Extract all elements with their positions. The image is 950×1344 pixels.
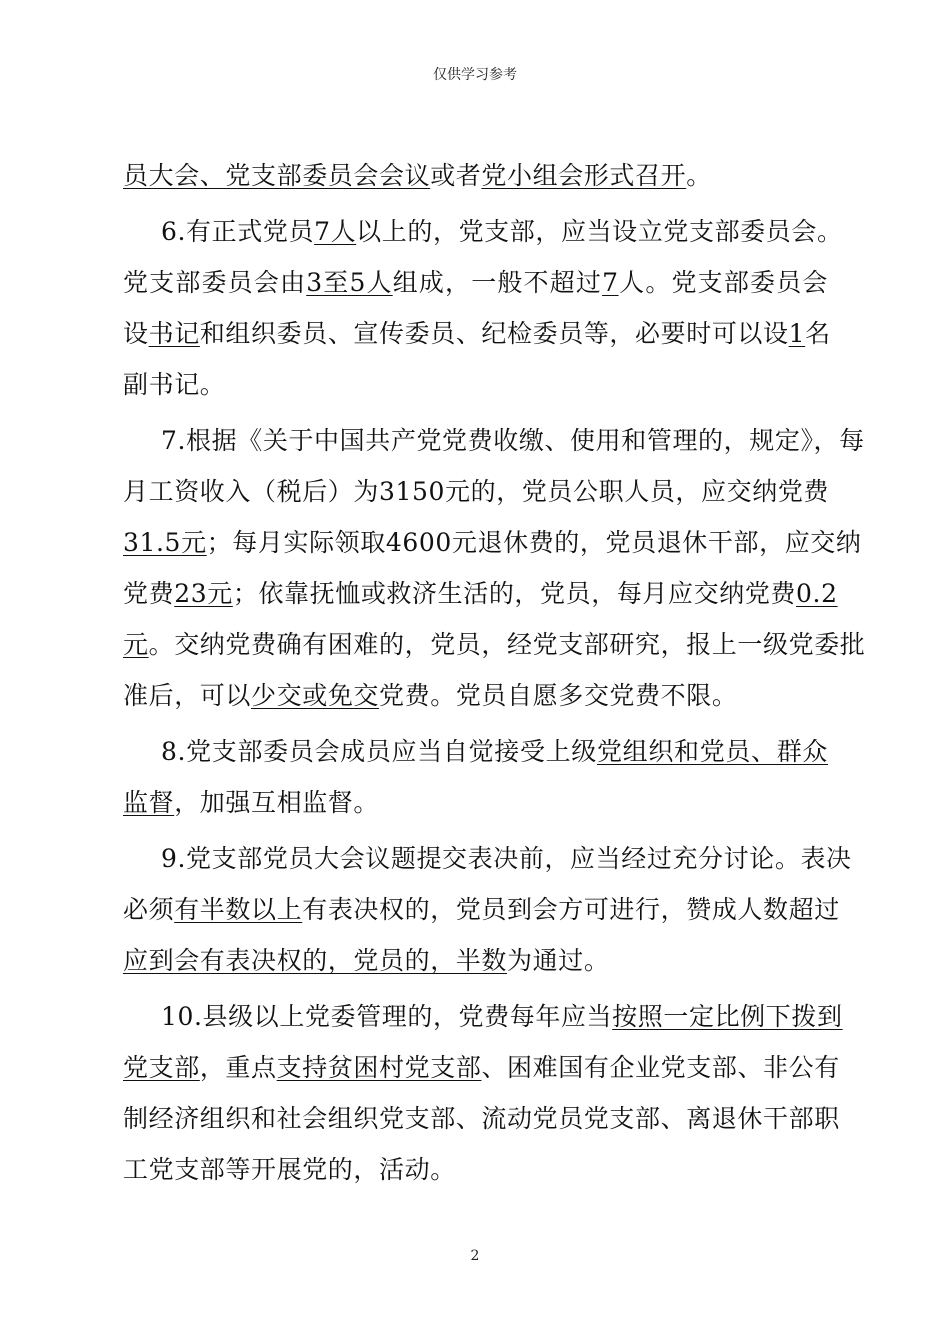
text-line — [123, 150, 828, 201]
text-segment: ，加强互相监督。 — [174, 788, 380, 817]
text-line — [123, 257, 828, 308]
paragraph — [123, 726, 828, 828]
underlined-text: 按照一定比例下拨到 — [612, 1002, 843, 1031]
text-segment: 6.有正式党员 — [161, 217, 315, 246]
underlined-text: 员大会、党支部委员会会议 — [123, 161, 431, 190]
underlined-text: 党支部 — [123, 1053, 200, 1082]
page-number: 2 — [470, 1248, 480, 1264]
text-line — [123, 935, 828, 986]
text-segment: 以上的，党支部，应当设立党支部委员会。 — [356, 217, 843, 246]
underlined-text: 1 — [788, 319, 806, 348]
text-line — [123, 517, 862, 568]
text-segment: 7.根据《关于中国共产党党费收缴、使用和管理的，规定》，每 — [161, 426, 865, 455]
text-segment: 设 — [123, 319, 149, 348]
document-body — [123, 150, 866, 1195]
underlined-text: 7人 — [314, 217, 357, 246]
paragraph — [123, 991, 843, 1195]
text-line — [123, 1093, 840, 1144]
underlined-text: 有半数以上 — [174, 895, 303, 924]
text-line — [123, 1042, 840, 1093]
text-line — [123, 359, 828, 410]
text-line — [123, 568, 838, 619]
text-segment: 党费 — [123, 579, 175, 608]
page-header: 仅供学习参考 — [433, 67, 517, 83]
text-segment: 人。党支部委员会 — [618, 268, 828, 297]
underlined-text: 23元 — [174, 579, 233, 608]
paragraph — [123, 206, 843, 410]
text-segment: 制经济组织和社会组织党支部、流动党员党支部、离退休干部职 — [123, 1104, 840, 1133]
paragraph — [123, 833, 852, 986]
text-segment: ，重点 — [199, 1053, 277, 1082]
underlined-text: 党组织和党员、群众 — [596, 737, 829, 766]
text-segment: 有表决权的，党员到会方可进行，赞成人数超过 — [302, 895, 840, 924]
underlined-text: 党小组会形式召开 — [481, 161, 687, 190]
underlined-text: 3至5人 — [306, 268, 393, 297]
underlined-text: 少交或免交 — [251, 681, 380, 710]
underlined-text: 监督 — [123, 788, 175, 817]
text-segment: 名 — [805, 319, 831, 348]
text-line — [123, 466, 828, 517]
text-segment: 10.县级以上党委管理的，党费每年应当 — [161, 1002, 613, 1031]
text-segment: 、困难国有企业党支部、非公有 — [481, 1053, 840, 1082]
text-segment: 月工资收入（税后）为3150元的，党员公职人员，应交纳党费 — [123, 477, 830, 506]
text-line — [123, 726, 828, 777]
underlined-text: 应到会有表决权的，党员的，半数 — [123, 946, 508, 975]
underlined-text: 31.5元 — [123, 528, 207, 557]
text-segment: ；每月实际领取4600元退休费的，党员退休干部，应交纳 — [206, 528, 862, 557]
text-line — [123, 833, 852, 884]
text-segment: ；依靠抚恤或救济生活的，党员，每月应交纳党费 — [232, 579, 797, 608]
text-line — [123, 206, 843, 257]
text-segment: 或者 — [430, 161, 482, 190]
text-segment: 。交纳党费确有困难的，党员，经党支部研究，报上一级党委批 — [148, 630, 866, 659]
text-line — [123, 619, 866, 670]
text-line — [123, 884, 840, 935]
underlined-text: 7 — [602, 268, 619, 297]
underlined-text: 元 — [123, 630, 149, 659]
text-segment: 副书记。 — [123, 370, 226, 399]
text-line — [123, 308, 831, 359]
text-segment: 8.党支部委员会成员应当自觉接受上级 — [161, 737, 597, 766]
text-line — [123, 777, 828, 828]
text-line — [123, 1144, 828, 1195]
underlined-text: 书记 — [148, 319, 200, 348]
underlined-text: 0.2 — [796, 579, 838, 608]
underlined-text: 支持贫困村党支部 — [276, 1053, 482, 1082]
text-line — [123, 670, 828, 721]
text-segment: 。 — [686, 161, 712, 190]
text-segment: 必须 — [123, 895, 175, 924]
text-segment: 为通过。 — [507, 946, 610, 975]
text-line — [123, 415, 865, 466]
text-segment: 和组织委员、宣传委员、纪检委员等，必要时可以设 — [199, 319, 789, 348]
text-segment: 工党支部等开展党的，活动。 — [123, 1155, 456, 1184]
text-segment: 党费。党员自愿多交党费不限。 — [379, 681, 738, 710]
paragraph — [123, 415, 866, 721]
paragraph — [123, 150, 828, 201]
text-segment: 准后，可以 — [123, 681, 252, 710]
text-segment: 9.党支部党员大会议题提交表决前，应当经过充分讨论。表决 — [161, 844, 852, 873]
text-line — [123, 991, 843, 1042]
text-segment: 组成，一般不超过 — [392, 268, 603, 297]
text-segment: 党支部委员会由 — [123, 268, 307, 297]
